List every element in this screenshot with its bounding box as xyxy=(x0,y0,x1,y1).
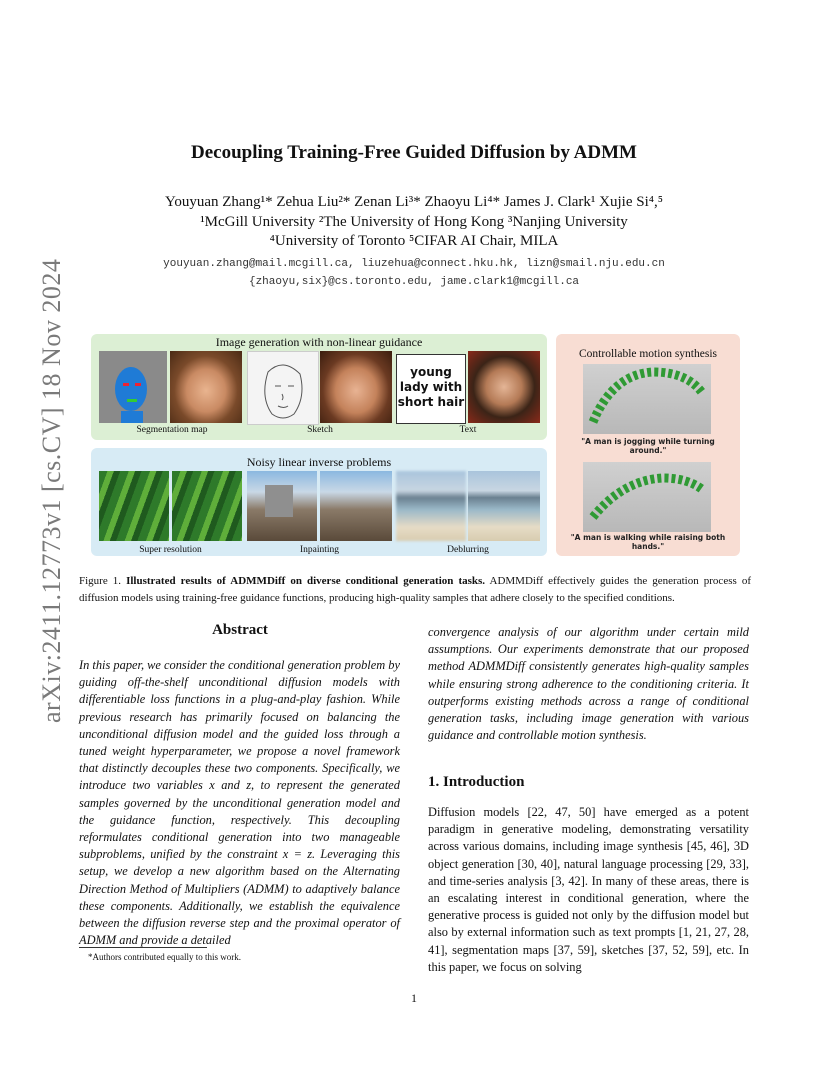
emails-line1: youyuan.zhang@mail.mcgill.ca, liuzehua@connect.hku.hk, lizn@smail.nju.edu.cn xyxy=(163,258,665,270)
deblurring-input-image xyxy=(396,471,466,541)
superres-output-image xyxy=(172,471,242,541)
intro-heading: 1. Introduction xyxy=(428,774,525,790)
caption-deblurring: Deblurring xyxy=(447,545,489,555)
affiliations-line2: ⁴University of Toronto ⁵CIFAR AI Chair, MILA xyxy=(269,233,559,249)
caption-segmentation: Segmentation map xyxy=(136,425,208,435)
motion-sequence-2 xyxy=(583,462,711,532)
arxiv-stamp: arXiv:2411.12773v1 [cs.CV] 18 Nov 2024 xyxy=(37,258,66,723)
sketch-result-image xyxy=(320,351,392,423)
abstract-heading: Abstract xyxy=(212,622,268,638)
inpainting-output-image xyxy=(320,471,392,541)
linear-panel-title: Noisy linear inverse problems xyxy=(246,455,392,469)
motion-sequence-1 xyxy=(583,364,711,434)
paper-title: Decoupling Training-Free Guided Diffusion by ADMM xyxy=(190,142,637,163)
page-number: 1 xyxy=(411,991,417,1005)
superres-input-image xyxy=(99,471,169,541)
motion-quote-1: "A man is jogging while turning around." xyxy=(581,437,715,455)
inpainting-input-image xyxy=(247,471,317,541)
motion-quote-2: "A man is walking while raising both hands." xyxy=(570,533,726,551)
nonlinear-panel-title: Image generation with non-linear guidance xyxy=(215,335,423,349)
footnote: *Authors contributed equally to this work. xyxy=(88,952,241,962)
emails-line2: {zhaoyu,six}@cs.toronto.edu, jame.clark1@mcgill.ca xyxy=(248,276,580,288)
segmentation-result-image xyxy=(170,351,242,423)
sketch-image xyxy=(247,351,319,425)
caption-inpainting: Inpainting xyxy=(299,545,340,555)
figure-label: Figure 1. xyxy=(79,575,122,587)
caption-superres: Super resolution xyxy=(139,545,202,555)
text-prompt-box: young lady with short hair xyxy=(396,354,466,424)
intro-text: Diffusion models [22, 47, 50] have emerged as a potent paradigm in generative modeling, demonstrating versatility across various domains, including image synthesis [45, 46], 3D object generation [30, 40], natural language processing [29, 33], and time-series analysis [3, 42]. In many of these areas, there is an escalating interest in conditional generation, where the generative process is guided not only by the diffusion model but also by external information such as text prompts [1, 21, 27, 28, 41], segmentation maps [37, 59], sketches [37, 52, 59], etc. In this paper, we focus on solving xyxy=(428,805,749,974)
deblurring-output-image xyxy=(468,471,540,541)
figure-caption-body: ADMMDiff effectively guides the generation process of diffusion models using training-free guidance functions, producing high-quality samples that adhere closely to the specified conditions. xyxy=(79,575,751,604)
affiliations-line1: ¹McGill University ²The University of Hong Kong ³Nanjing University xyxy=(200,214,628,230)
abstract-continued: convergence analysis of our algorithm under certain mild assumptions. Our experiments demonstrate that our proposed method ADMMDiff consistently generates high-quality samples while ensuring strong adherence to the conditioning criteria. It outperforms existing methods across a range of conditional generation tasks, including image generation with various guidance and controllable motion synthesis. xyxy=(428,625,749,743)
figure-caption-bold: Illustrated results of ADMMDiff on diverse conditional generation tasks. xyxy=(126,575,486,587)
footnote-rule xyxy=(79,947,207,948)
motion-panel-title: Controllable motion synthesis xyxy=(579,348,717,360)
author-list: Youyuan Zhang¹* Zehua Liu²* Zenan Li³* Zhaoyu Li⁴* James J. Clark¹ Xujie Si⁴,⁵ xyxy=(165,194,663,210)
inpainting-mask xyxy=(265,485,293,517)
caption-sketch: Sketch xyxy=(307,425,333,435)
caption-text: Text xyxy=(459,425,477,435)
figure-caption xyxy=(79,573,751,607)
segmentation-map-image xyxy=(99,351,167,423)
abstract-text: In this paper, we consider the conditional generation problem by guiding off-the-shelf unconditional diffusion models with differentiable loss functions in a plug-and-play fashion. While previous research has primarily focused on balancing the unconditional diffusion model and the guided loss through a tuned weight hyperparameter, we propose a novel framework that distinctly decouples these two components. Specifically, we introduce two variables x and z, to represent the generated samples governed by the unconditional generation model and the guidance function, respectively. This decoupling reformulates conditional generation into two manageable subproblems, unified by the constraint x = z. Leveraging this setup, we develop a new algorithm based on the Alternating Direction Method of Multipliers (ADMM) to adaptively balance these components. Additionally, we establish the equivalence between the diffusion reverse step and the proximal operator of ADMM and provide a detailed xyxy=(79,658,400,948)
text-result-image xyxy=(468,351,540,423)
